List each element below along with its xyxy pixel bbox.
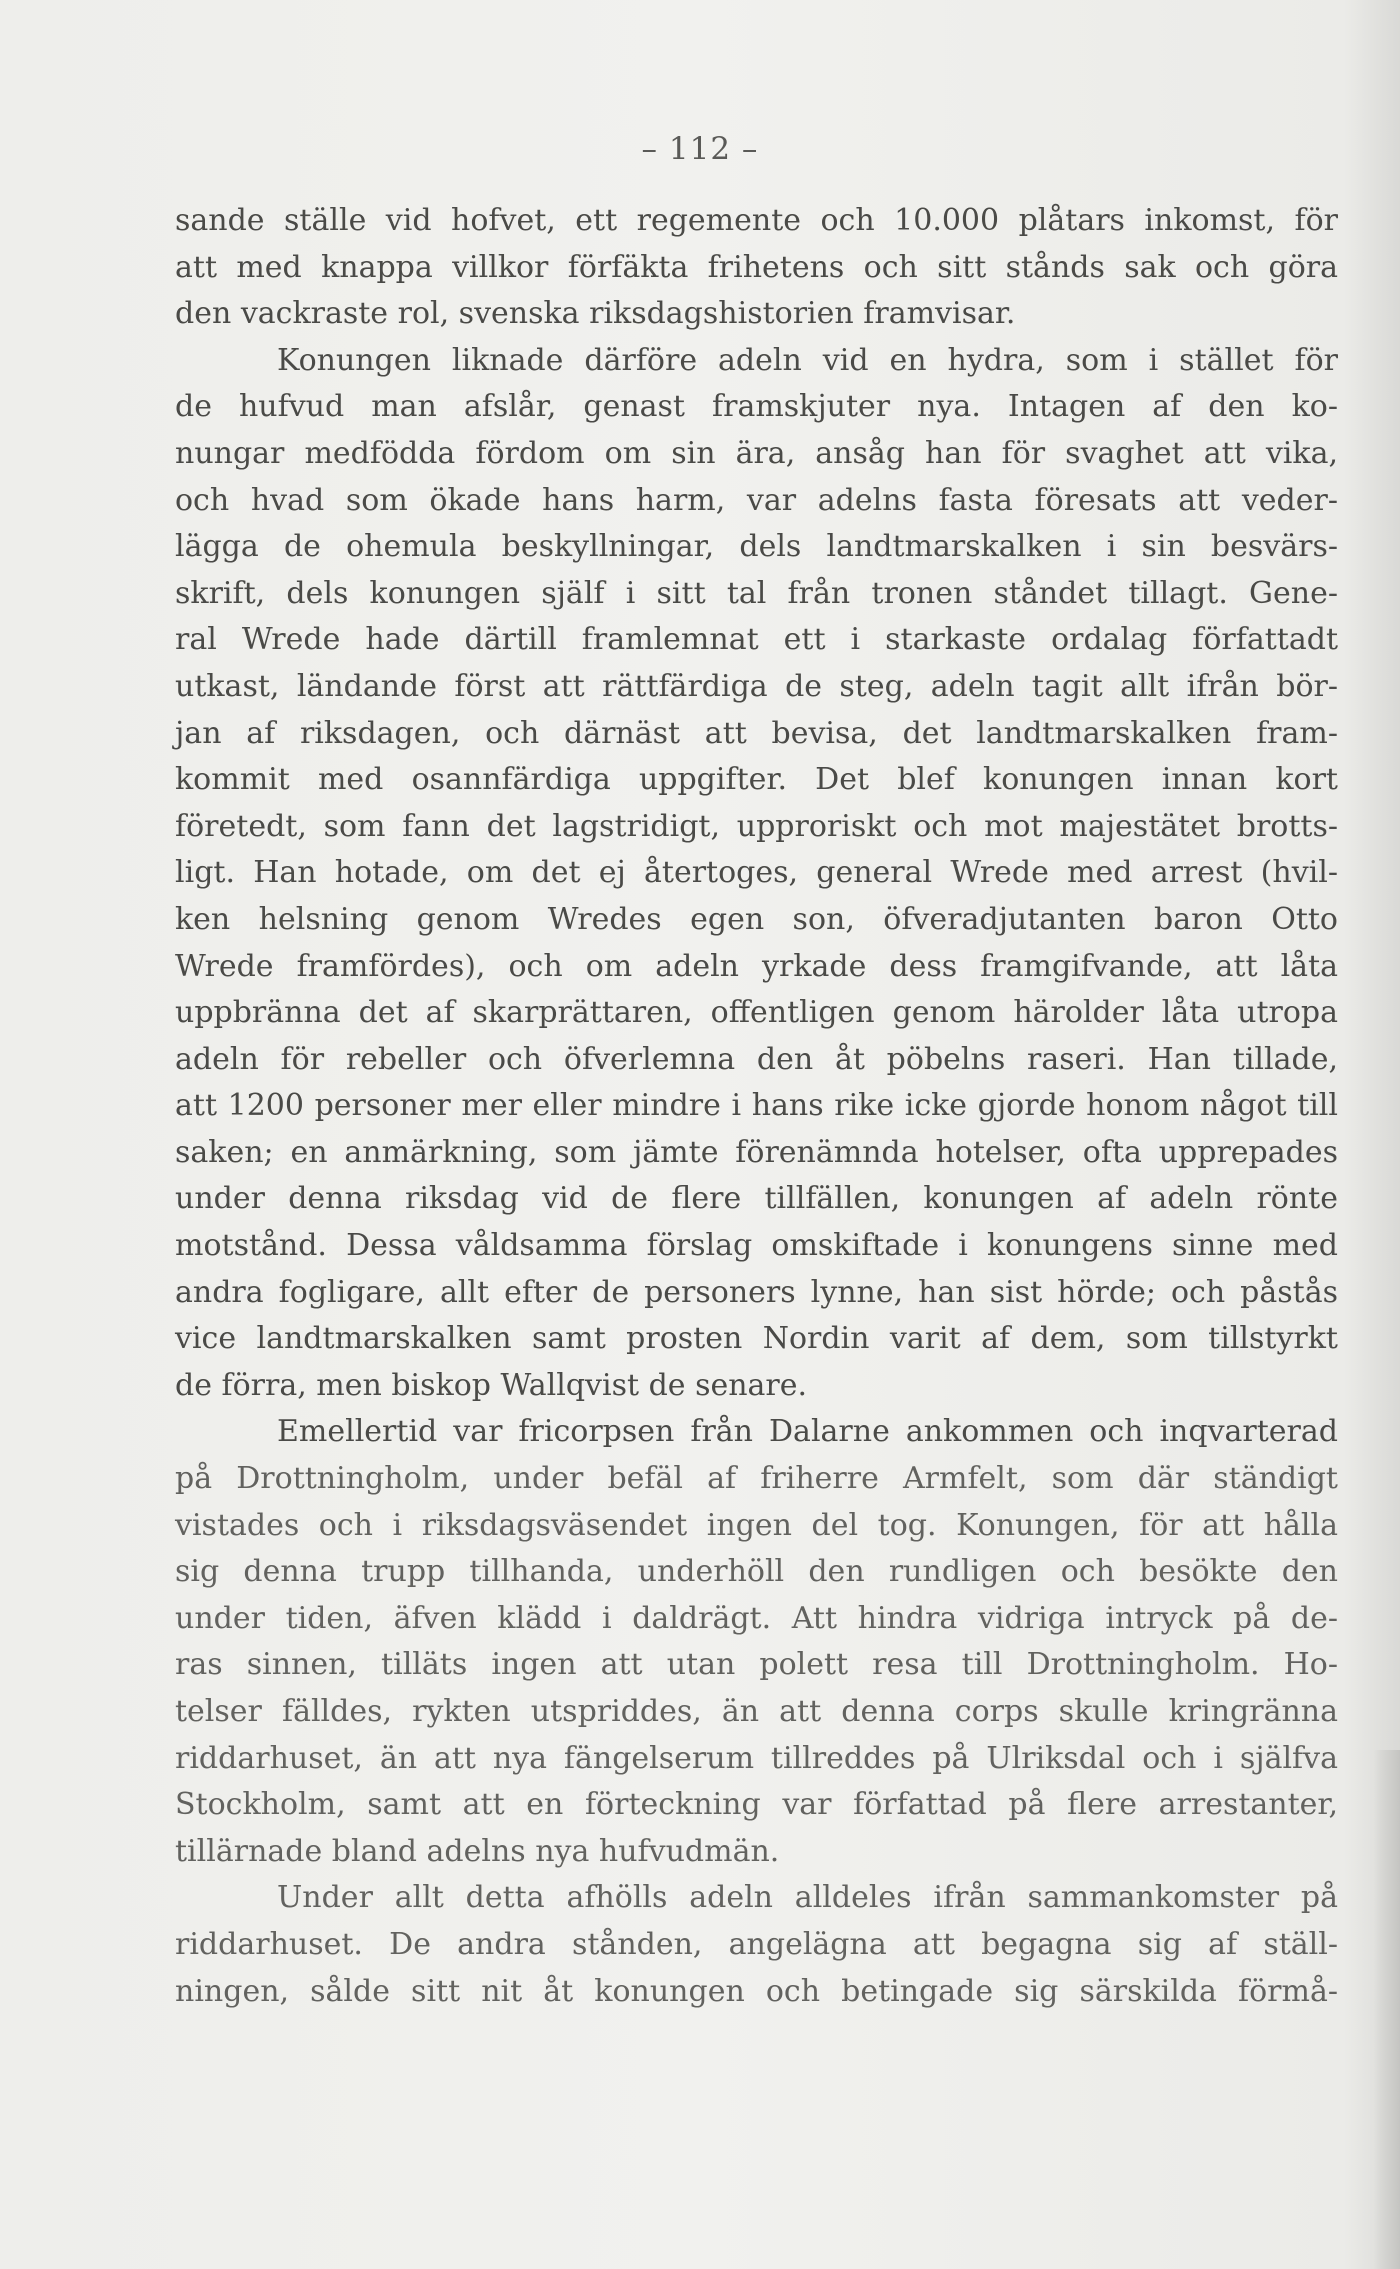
text-line: andra fogligare, allt efter de personers lynne, han sist hörde; och påstås [175,1274,1338,1310]
text-line: jan af riksdagen, och därnäst att bevisa, det landtmarskalken fram- [175,715,1338,751]
text-line: ral Wrede hade därtill framlemnat ett i starkaste ordalag författadt [175,622,1338,658]
text-line: uppbränna det af skarprättaren, offentligen genom härolder låta utropa [175,995,1338,1031]
text-line: ligt. Han hotade, om det ej återtoges, general Wrede med arrest (hvil- [175,855,1338,891]
text-line: den vackraste rol, svenska riksdagshistorien framvisar. [175,296,1016,332]
text-line: sande ställe vid hofvet, ett regemente och 10.000 plåtars inkomst, för [175,203,1338,238]
text-line: och hvad som ökade hans harm, var adelns fasta föresats att veder- [175,482,1338,518]
text-line: tillärnade bland adelns nya hufvudmän. [175,1833,780,1869]
body-text [175,198,1338,2015]
text-line: motstånd. Dessa våldsamma förslag omskiftade i konungens sinne med [175,1228,1338,1264]
text-line: ras sinnen, tilläts ingen att utan polett resa till Drottningholm. Ho- [175,1647,1338,1683]
text-line: sig denna trupp tillhanda, underhöll den rundligen och besökte den [175,1554,1338,1590]
text-line: nungar medfödda fördom om sin ära, ansåg han för svaghet att vika, [175,435,1338,471]
text-line: kommit med osannfärdiga uppgifter. Det blef konungen innan kort [175,762,1338,798]
text-line: på Drottningholm, under befäl af friherre Armfelt, som där ständigt [175,1461,1338,1497]
text-line: Emellertid var fricorpsen från Dalarne ankommen och inqvarterad [277,1414,1338,1450]
text-line: saken; en anmärkning, som jämte förenämnda hotelser, ofta upprepades [175,1134,1338,1170]
text-line: skrift, dels konungen själf i sitt tal från tronen ståndet tillagt. Gene- [175,575,1338,611]
text-line: att med knappa villkor förfäkta frihetens och sitt stånds sak och göra [175,249,1338,285]
text-line: de förra, men biskop Wallqvist de senare. [175,1367,808,1403]
text-line: Stockholm, samt att en förteckning var författad på flere arrestanter, [175,1787,1338,1823]
text-line: riddarhuset. De andra stånden, angelägna att begagna sig af ställ- [175,1926,1338,1962]
text-line: ningen, sålde sitt nit åt konungen och betingade sig särskilda förmå- [175,1973,1338,2009]
text-line: riddarhuset, än att nya fängelserum tillreddes på Ulriksdal och i själfva [175,1740,1338,1776]
text-line: vice landtmarskalken samt prosten Nordin varit af dem, som tillstyrkt [175,1321,1338,1357]
text-line: företedt, som fann det lagstridigt, upproriskt och mot majestätet brotts- [175,808,1338,844]
text-line: Wrede framfördes), och om adeln yrkade dess framgifvande, att låta [175,948,1338,984]
text-line: under tiden, äfven klädd i daldrägt. Att hindra vidriga intryck på de- [175,1600,1338,1636]
text-line: vistades och i riksdagsväsendet ingen del tog. Konungen, för att hålla [175,1507,1338,1543]
text-line: lägga de ohemula beskyllningar, dels landtmarskalken i sin besvärs- [175,529,1338,565]
text-line: ken helsning genom Wredes egen son, öfveradjutanten baron Otto [175,901,1338,937]
text-line: telser fälldes, rykten utspriddes, än att denna corps skulle kringränna [175,1694,1338,1729]
page-edge-shadow [1374,1750,1400,2269]
page-number: – 112 – [641,131,759,167]
text-line: under denna riksdag vid de flere tillfällen, konungen af adeln rönte [175,1181,1338,1217]
text-line: adeln för rebeller och öfverlemna den åt pöbelns raseri. Han tillade, [175,1041,1338,1077]
text-line: utkast, ländande först att rättfärdiga de steg, adeln tagit allt ifrån bör- [175,668,1338,704]
text-line: Konungen liknade därföre adeln vid en hydra, som i stället för [277,342,1338,378]
text-line: att 1200 personer mer eller mindre i hans rike icke gjorde honom något till [175,1088,1338,1124]
text-line: Under allt detta afhölls adeln alldeles ifrån sammankomster på [277,1880,1338,1916]
text-line: de hufvud man afslår, genast framskjuter nya. Intagen af den ko- [175,389,1338,425]
